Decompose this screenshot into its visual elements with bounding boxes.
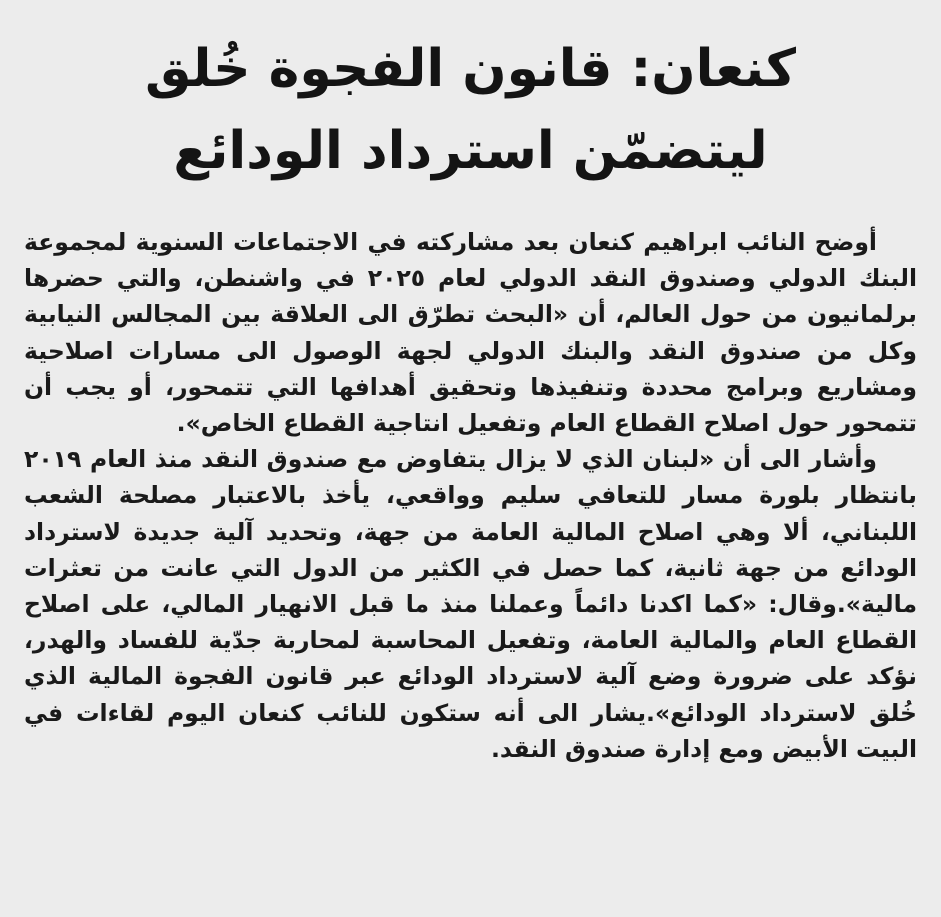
paragraph-2: وأشار الى أن «لبنان الذي لا يزال يتفاوض مع صندوق النقد منذ العام ٢٠١٩ بانتظار بلورة مسار للتعافي سليم وواقعي، يأخذ بالاعتبار مصلحة الشعب اللبناني، ألا وهي اصلاح المالية العامة من جهة، وتحديد آلية جديدة لاسترداد الودائع من جهة ثانية، كما حصل في الكثير من الدول التي عانت من تعثرات مالية».وقال: «كما اكدنا دائماً وعملنا منذ ما قبل الانهيار المالي، على اصلاح القطاع العام والمالية العامة، وتفعيل المحاسبة لمحاربة جدّية للفساد والهدر، نؤكد على ضرورة وضع آلية لاسترداد الودائع عبر قانون الفجوة المالية الذي خُلق لاسترداد الودائع».يشار الى أنه ستكون للنائب كنعان اليوم لقاءات في البيت الأبيض ومع إدارة صندوق النقد. — [24, 445, 917, 763]
article-headline — [24, 28, 917, 192]
article-body — [24, 224, 917, 767]
paragraph-1: أوضح النائب ابراهيم كنعان بعد مشاركته في الاجتماعات السنوية لمجموعة البنك الدولي وصندوق النقد الدولي لعام ٢٠٢٥ في واشنطن، والتي حضرها برلمانيون من حول العالم، أن «البحث تطرّق الى العلاقة بين المجالس النيابية وكل من صندوق النقد والبنك الدولي لجهة الوصول الى مسارات اصلاحية ومشاريع وبرامج محددة وتنفيذها وتحقيق أهدافها التي تتمحور، أو يجب أن تتمحور حول اصلاح القطاع العام وتفعيل انتاجية القطاع الخاص». — [24, 228, 918, 438]
headline-line-2: ليتضمّن استرداد الودائع — [173, 121, 768, 181]
headline-line-1: كنعان: قانون الفجوة خُلق — [144, 39, 797, 99]
